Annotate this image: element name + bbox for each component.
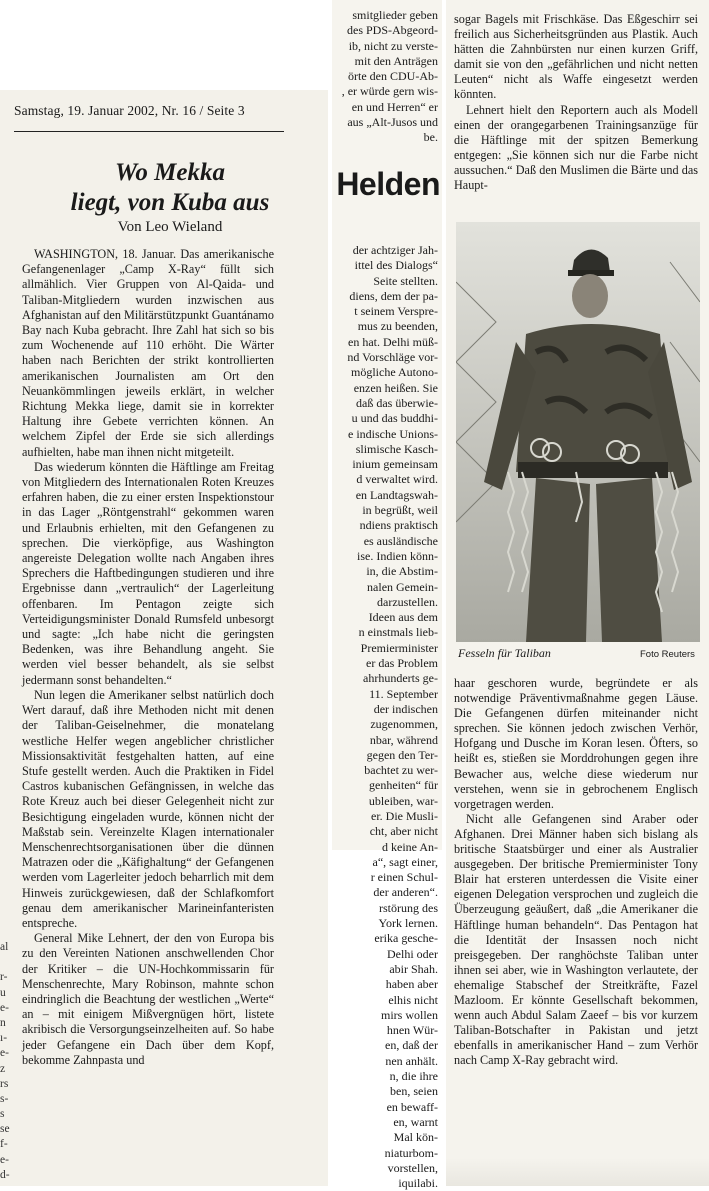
text-line: er das Problem xyxy=(366,656,438,671)
headline-line-1: Wo Mekka xyxy=(115,159,225,186)
photo-caption: Fesseln für Taliban xyxy=(458,646,551,660)
right-article-column-bottom xyxy=(454,676,698,1068)
paragraph: General Mike Lehnert, der den von Europa bis zu den Vereinten Nationen anschwellenden Chor der Kritiker – die UN-Hochkommissarin für Menschenrechte, Mary Robinson, mahnte schon eindringlich die Beachtung der westlichen „Werte“ an – mit einigem Mißvergnügen hört, listete akribisch die Versorgungseinzelheiten auf. So habe jeder Gefangene ein Dach über dem Kopf, bekomme Zahnpasta und xyxy=(22,931,274,1067)
paragraph: WASHINGTON, 18. Januar. Das amerikanische Gefangenenlager „Camp X-Ray“ füllt sich allmählich. Vier Gruppen von Al-Qaida- und Taliban-Mitgliedern wurden inzwischen aus Afghanistan auf den Militärstützpunkt Guantánamo Bay nach Kuba gebracht. Ihre Zahl hat sich so bis zum Wochenende auf 110 erhöht. Die Wärter haben nach Berichten der strikt kontrollierten amerikanischen Journalisten am Ort den Neuankömmlingen jeweils erklärt, in welcher Richtung Mekka liege, damit sie in korrekter Haltung ihre Gebete verrichten können. An welchem Zipfel der Erde sie sich allerdings aufhielten, habe man ihnen nicht mitgeteilt. xyxy=(22,247,274,459)
paragraph: sogar Bagels mit Frischkäse. Das Eßgeschirr sei freilich aus Sicherheitsgründen aus Plastik. Auch hätten die Zahnbürsten nur einen kurzen Griff, damit sie von den „gefährlichen und nicht netten Leuten“ nicht als Waffe eingesetzt werden könnten. xyxy=(454,12,698,102)
text-line: , er würde gern wis- xyxy=(341,84,438,99)
text-line: ndiens praktisch xyxy=(359,518,438,533)
right-article-column-top xyxy=(454,12,698,193)
text-line: en, warnt xyxy=(393,1114,438,1129)
text-line: ubleiben, war- xyxy=(368,793,438,808)
text-line: n einstmals lieb- xyxy=(358,625,438,640)
text-line: der indischen xyxy=(373,701,438,716)
fragment: f- xyxy=(0,1138,8,1151)
text-line: smitglieder geben xyxy=(352,8,438,22)
text-line: örte den CDU-Ab- xyxy=(348,69,438,84)
fragment: se xyxy=(0,1123,10,1136)
fragment: e- xyxy=(0,1001,9,1014)
text-line: niaturbom- xyxy=(384,1145,438,1160)
fragment: e- xyxy=(0,1153,9,1166)
text-line: erika gesche- xyxy=(374,931,438,946)
text-line: en Landtagswah- xyxy=(355,487,438,502)
text-line: nalen Gemein- xyxy=(367,579,438,594)
text-line: in, die Abstim- xyxy=(366,564,438,579)
news-photo xyxy=(456,222,700,642)
text-line: Ideen aus dem xyxy=(368,610,438,625)
text-line: t seinem Verspre- xyxy=(354,304,438,319)
text-line: nen anhält. xyxy=(385,1053,438,1068)
text-line: Delhi oder xyxy=(387,946,438,961)
text-line: elhis nicht xyxy=(388,992,438,1007)
text-line: diens, dem der pa- xyxy=(349,288,438,303)
fragment: u xyxy=(0,986,6,999)
text-line: slimische Kasch- xyxy=(355,441,438,456)
text-line: mit den Anträgen xyxy=(354,53,438,68)
text-line: vorstellen, xyxy=(387,1160,438,1175)
text-line: der achtziger Jah- xyxy=(352,243,438,257)
text-line: u und das buddhi- xyxy=(351,411,438,426)
text-line: hnen Wür- xyxy=(386,1023,438,1038)
text-line: daß das überwie- xyxy=(356,395,438,410)
paragraph: Das wiederum könnten die Häftlinge am Freitag von Mitgliedern des Internationalen Roten Kreuzes erfahren haben, die zu einer ersten Inspektionstour in das Lager „Röntgenstrahl“ gekommen waren und Erlaubnis erhielten, mit den Gefangenen zu sprechen. Die vierköpfige, aus Washington angereiste Delegation wollte nach Angaben ihres Sprechers die Haftbedingungen studieren und ihre Ergebnisse dann „vertraulich“ der Lagerleitung offenbaren. Im Pentagon zeigte sich Verteidigungsminister Donald Rumsfeld unbesorgt und sagte: „Ich habe nicht die geringsten Bedenken, was ihre Behandlung angeht. Sie werden viel besser behandelt, als sie selbst jedermann sonst behandelten.“ xyxy=(22,459,274,687)
text-line: ise. Indien könn- xyxy=(357,548,438,563)
text-line: er. Die Musli- xyxy=(371,808,438,823)
fragment: d- xyxy=(0,1168,10,1181)
text-line: ittel des Dialogs“ xyxy=(354,258,438,273)
text-line: gegen den Ter- xyxy=(366,747,438,762)
text-line: r einen Schul- xyxy=(370,870,438,885)
text-line: mögliche Autono- xyxy=(351,365,438,380)
fragment: rs xyxy=(0,1077,9,1090)
text-line: iquilabi. xyxy=(398,1176,438,1191)
byline: Von Leo Wieland xyxy=(117,219,223,235)
text-line: inium gemeinsam xyxy=(352,457,438,472)
text-line: Premierminister xyxy=(360,640,438,655)
text-line: d keine An- xyxy=(382,839,438,854)
paragraph: Nun legen die Amerikaner selbst natürlich doch Wert darauf, daß ihre Methoden nicht mit denen der Taliban-Geiselnehmer, die monatelang westliche Helfer wegen angeblicher christlicher Missionsaktivität festgehalten hatten, auf eine Stufe gestellt werden. Auch die Praktiken in Fidel Castros kubanischen Gefängnissen, in welche das Rote Kreuz auch bei dieser Gelegenheit nicht zur Besichtigung eingeladen wurde, können nicht der Maßstab sein. Vereinzelte Klagen internationaler Menschenrechtsorganisationen über die dünnen Matrazen oder die „Käfighaltung“ der Gefangenen werden vom Lagerleiter jedoch beharrlich mit dem Hinweis zurückgewiesen, daß der Schlafkomfort genau dem amerikanischer Marineinfanteristen entspreche. xyxy=(22,687,274,930)
paragraph: Lehnert hielt den Reportern auch als Modell einen der orangegarbenen Trainingsanzüge für die Häftlinge mit der spitzen Bemerkung entgegen: „Sie können sich nur die Farbe nicht aussuchen.“ Daß den Muslimen die Bärte und das Haupt- xyxy=(454,102,698,193)
fragment: s xyxy=(0,1108,5,1121)
left-article-column xyxy=(22,247,274,1068)
scan-edge xyxy=(446,1158,709,1186)
text-line: es ausländische xyxy=(363,533,438,548)
text-line: 11. September xyxy=(369,686,438,701)
middle-top-fragment xyxy=(334,8,438,146)
fragment xyxy=(0,955,10,970)
text-line: a“, sagt einer, xyxy=(372,854,438,869)
article-headline xyxy=(40,158,300,218)
text-line: ahrhunderts ge- xyxy=(363,671,438,686)
text-line: York lernen. xyxy=(378,916,438,931)
cut-edge-fragments xyxy=(0,940,10,1183)
text-line: haben aber xyxy=(385,977,438,992)
text-line: aus „Alt-Jusos und xyxy=(347,115,438,130)
fragment: ı- xyxy=(0,1032,8,1045)
text-line: n, die ihre xyxy=(389,1069,438,1084)
text-line: ib, nicht zu verste- xyxy=(348,38,438,53)
text-line: zugenommen, xyxy=(370,717,438,732)
headline-line-2: liegt, von Kuba aus xyxy=(70,189,270,216)
text-line: en, daß der xyxy=(385,1038,438,1053)
text-line: cht, aber nicht xyxy=(369,824,438,839)
text-line: genheiten“ für xyxy=(369,778,438,793)
text-line: mirs wollen xyxy=(381,1007,438,1022)
paragraph: haar geschoren wurde, begründete er als notwendige Präventivmaßnahme gegen Läuse. Die Gefangenen dürfen miteinander nicht sprechen. Sie können jedoch zwischen Verhör, Hofgang und Dusche im Koran lesen. Öfters, so heißt es, stießen sie Morddrohungen gegen ihre Bewacher aus, welche diese wiederum nur verstehen, wenn sie in gebrochenem Englisch vorgetragen werden. xyxy=(454,676,698,811)
soldier-photo-illustration xyxy=(456,222,700,642)
text-line: der anderen“. xyxy=(373,885,438,900)
paragraph: Nicht alle Gefangenen sind Araber oder Afghanen. Drei Männer haben sich bislang als britische Staatsbürger und einer als Australier ausgegeben. Der britische Premierminister Tony Blair hat ersteren unterdessen die Visite einer eigenen Delegation versprochen und zugleich die Überzeugung geäußert, daß „die Amerikaner die Häftlinge human behandeln“. Das Pentagon hat die Identität der Insassen noch nicht preisgegeben. Der ranghöchste Taliban unter ihnen sei aber, wie in Washington verlautete, der ehemalige Stabschef der Streitkräfte, Fazel Mazloom. Er könnte Gesellschaft bekommen, wenn auch Abdul Salam Zaeef – bis vor kurzem Taliban-Botschafter in Pakistan und jetzt ebenfalls in amerikanischer Hand – zum Verhör nach Camp X-Ray gebracht wird. xyxy=(454,811,698,1068)
fragment: e- xyxy=(0,1047,9,1060)
text-line: Seite stellten. xyxy=(373,273,438,288)
fragment: s- xyxy=(0,1092,9,1105)
text-line: en hat. Delhi müß- xyxy=(348,334,438,349)
fragment: z xyxy=(0,1062,6,1075)
photo-credit: Foto Reuters xyxy=(640,649,695,660)
text-line: rstörung des xyxy=(379,900,438,915)
text-line: in begrüßt, weil xyxy=(362,503,438,518)
text-line: des PDS-Abgeord- xyxy=(347,23,438,38)
text-line: ben, seien xyxy=(390,1084,438,1099)
middle-headline: Helden xyxy=(336,166,440,202)
fragment: n xyxy=(0,1016,6,1029)
fragment: al xyxy=(0,941,9,953)
text-line: d verwaltet wird. xyxy=(356,472,438,487)
fragment: r- xyxy=(0,971,8,984)
text-line: enzen heißen. Sie xyxy=(353,380,438,395)
text-line: mus zu beenden, xyxy=(357,319,438,334)
dateline: Samstag, 19. Januar 2002, Nr. 16 / Seite 3 xyxy=(14,103,284,132)
text-line: en bewaff- xyxy=(386,1099,438,1114)
text-line: be. xyxy=(423,130,438,145)
text-line: en und Herren“ er xyxy=(351,99,438,114)
middle-column-fragment xyxy=(334,243,438,1191)
text-line: e indische Unions- xyxy=(348,426,438,441)
text-line: nbar, während xyxy=(369,732,438,747)
text-line: nd Vorschläge vor- xyxy=(347,350,438,365)
text-line: Mal kön- xyxy=(393,1130,438,1145)
text-line: darzustellen. xyxy=(377,594,438,609)
text-line: bachtet zu wer- xyxy=(364,763,438,778)
text-line: abir Shah. xyxy=(389,961,438,976)
